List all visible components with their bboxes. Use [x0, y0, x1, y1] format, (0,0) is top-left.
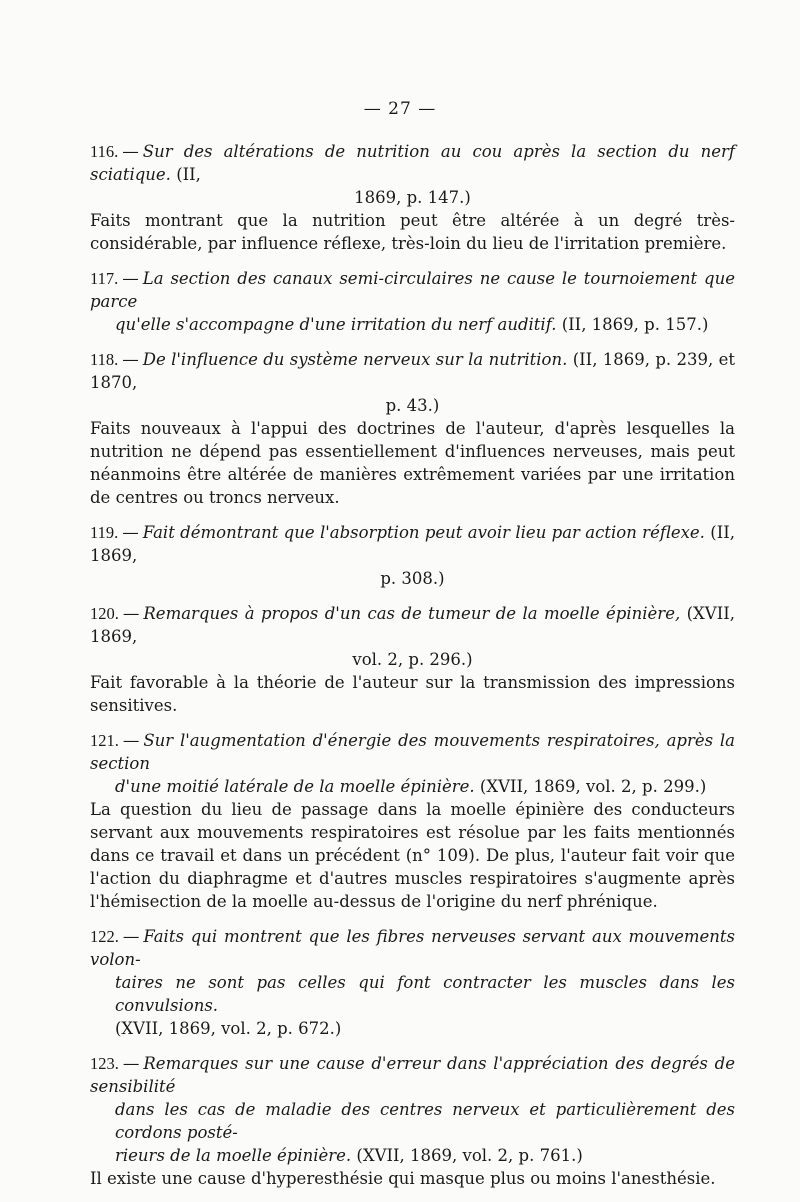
entry-number: 118. — [90, 350, 119, 369]
entry-number: 119. — [90, 523, 119, 542]
entry-number: 116. — [90, 142, 119, 161]
entry-heading: 116. — Sur des altérations de nutrition au cou après la section du nerf sciatique. (II, 1869, p. 147.) — [90, 142, 735, 207]
entry-title: Sur des altérations de nutrition au cou après la section du nerf sciatique. — [90, 142, 735, 184]
entry-number: 123. — [90, 1054, 119, 1073]
entry-body: Il existe une cause d'hyperesthésie qui masque plus ou moins l'anesthésie. — [90, 1169, 716, 1188]
entry-title-cont: d'une moitié latérale de la moelle épinière. — [115, 777, 475, 796]
entry-reference: (II, 1869, p. 157.) — [561, 315, 709, 334]
entry-reference: (II, 1869, — [90, 523, 735, 565]
entry-heading-cont — [90, 1144, 735, 1167]
entry-122 — [90, 925, 735, 1040]
entry-body: Fait favorable à la théorie de l'auteur sur la transmission des impressions sensitives. — [90, 673, 735, 715]
entry-heading: 123. — Remarques sur une cause d'erreur dans l'appréciation des degrés de sensibilité dans les cas de maladie des centres nerveux et particulièrement des cordons posté- rieurs de la moelle épinière. (XVII, 1869, vol. 2, p. 761.) — [90, 1054, 735, 1165]
entry-heading-cont — [90, 1098, 735, 1144]
entry-heading: 120. — Remarques à propos d'un cas de tumeur de la moelle épinière, (XVII, 1869, vol. 2, p. 296.) — [90, 604, 735, 669]
entry-heading-cont — [90, 971, 735, 1017]
entry-heading: 121. — Sur l'augmentation d'énergie des mouvements respiratoires, après la section d'une moitié latérale de la moelle épinière. (XVII, 1869, vol. 2, p. 299.) — [90, 731, 735, 796]
entry-number: 121. — [90, 731, 119, 750]
entry-title: Fait démontrant que l'absorption peut avoir lieu par action réflexe. — [142, 523, 705, 542]
entry-heading: 117. — La section des canaux semi-circulaires ne cause le tournoiement que parce qu'elle s'accompagne d'une irritation du nerf auditif. (II, 1869, p. 157.) — [90, 269, 735, 334]
entry-title: De l'influence du système nerveux sur la nutrition. — [142, 350, 568, 369]
entry-reference: (XVII, 1869, vol. 2, p. 672.) — [115, 1019, 342, 1038]
entry-reference: (XVII, 1869, — [90, 604, 735, 646]
entry-heading: 119. — Fait démontrant que l'absorption peut avoir lieu par action réflexe. (II, 1869, p. 308.) — [90, 523, 735, 588]
entry-123 — [90, 1052, 735, 1190]
entry-reference-cont: p. 308.) — [380, 569, 445, 588]
entry-title: La section des canaux semi-circulaires ne cause le tournoiement que parce — [90, 269, 735, 311]
entry-119 — [90, 521, 735, 590]
entry-heading-cont — [90, 775, 735, 798]
entry-title-cont: rieurs de la moelle épinière. — [115, 1146, 352, 1165]
entry-title: Sur l'augmentation d'énergie des mouvements respiratoires, après la section — [90, 731, 735, 773]
entry-reference: (II, 1869, p. 239, et 1870, — [90, 350, 736, 392]
entry-120 — [90, 602, 735, 717]
entry-title-cont: taires ne sont pas celles qui font contracter les muscles dans les convulsions. — [115, 973, 735, 1015]
entry-reference-cont: p. 43.) — [385, 396, 440, 415]
entry-reference: (XVII, 1869, vol. 2, p. 299.) — [479, 777, 707, 796]
entry-title: Remarques à propos d'un cas de tumeur de la moelle épinière, — [143, 604, 681, 623]
entry-body: Faits nouveaux à l'appui des doctrines de l'auteur, d'après lesquelles la nutrition ne dépend pas essentiellement d'influences nerveuses, mais peut néanmoins être altérée de manières extrêmement variées par une irritation de centres ou troncs nerveux. — [90, 419, 735, 507]
entry-number: 117. — [90, 269, 119, 288]
entry-heading-cont — [90, 1017, 735, 1040]
entry-118 — [90, 348, 735, 509]
entry-reference-cont: vol. 2, p. 296.) — [352, 650, 473, 669]
entry-title: Remarques sur une cause d'erreur dans l'appréciation des degrés de sensibilité — [90, 1054, 735, 1096]
entry-number: 122. — [90, 927, 119, 946]
entry-title-cont: dans les cas de maladie des centres nerveux et particulièrement des cordons posté- — [115, 1100, 735, 1142]
entry-117 — [90, 267, 735, 336]
page-number: — 27 — — [363, 99, 437, 119]
entry-reference-cont: 1869, p. 147.) — [354, 188, 471, 207]
entry-title: Faits qui montrent que les fibres nerveuses servant aux mouvements volon- — [90, 927, 735, 969]
entry-121 — [90, 729, 735, 913]
entry-heading-cont — [90, 313, 735, 336]
entry-list — [90, 140, 735, 1202]
entry-body: La question du lieu de passage dans la moelle épinière des conducteurs servant aux mouvements respiratoires est résolue par les faits mentionnés dans ce travail et dans un précédent (n° 109). De plus, l'auteur fait voir que l'action du diaphragme et d'autres muscles respiratoires s'augmente après l'hémisection de la moelle au-dessus de l'origine du nerf phrénique. — [90, 800, 735, 911]
entry-heading: 118. — De l'influence du système nerveux sur la nutrition. (II, 1869, p. 239, et 1870, p. 43.) — [90, 350, 736, 415]
entry-heading: 122. — Faits qui montrent que les fibres nerveuses servant aux mouvements volon- taires ne sont pas celles qui font contracter les muscles dans les convulsions. (XVII, 1869, vol. 2, p. 672.) — [90, 927, 735, 1038]
entry-title-cont: qu'elle s'accompagne d'une irritation du nerf auditif. — [115, 315, 557, 334]
entry-number: 120. — [90, 604, 119, 623]
entry-reference: (XVII, 1869, vol. 2, p. 761.) — [356, 1146, 583, 1165]
entry-reference: (II, — [176, 165, 201, 184]
entry-body: Faits montrant que la nutrition peut être altérée à un degré très-considérable, par influence réflexe, très-loin du lieu de l'irritation première. — [90, 211, 735, 253]
entry-116 — [90, 140, 735, 255]
